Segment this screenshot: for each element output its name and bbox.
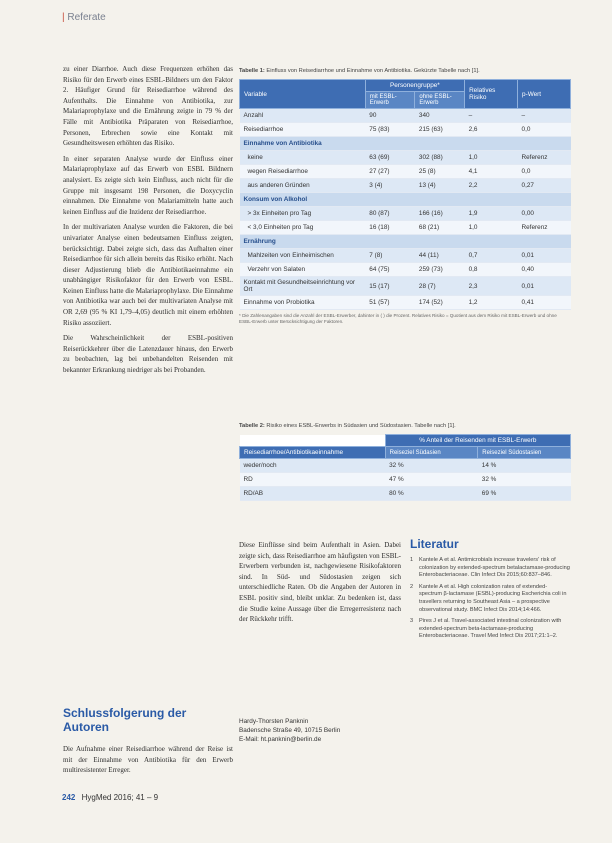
table-cell-b: 340: [415, 109, 465, 123]
table-cell-label: Anzahl: [240, 109, 366, 123]
table-cell-p: 0,0: [518, 165, 571, 179]
table-cell-b: 68 (21): [415, 221, 465, 235]
table-cell-label: Einnahme von Probiotika: [240, 296, 366, 310]
table-2-header-south-asia: Reiseziel Südasien: [385, 447, 478, 459]
table-cell-a: 75 (83): [365, 123, 415, 137]
table-cell-b: 13 (4): [415, 179, 465, 193]
table-cell-label: wegen Reisediarrhoe: [240, 165, 366, 179]
table-cell-label: RD: [240, 473, 386, 487]
left-paragraph-3: In der multivariaten Analyse wurden die Faktoren, die bei univariater Analyse einen bedeutsamen Einfluss zeigten, berücksichtigt. Dabei zeigte sich, dass das Aufhalten einer Reisediarrhoe für sich allein bereits das Risiko erhöht. Nach dieser Adjustierung blieb die Antibiotikaeinnahme ein unabhängiger Risikofaktor für den Erwerb von ESBL. Keinen Einfluss hatte die Malariaprophylaxe. Die Einnahme von Antibiotika war auch bei der multivariaten Analyse mit OR 2,69 (95 % KI 1,79–4,05) deutlich mit einem erhöhten Risiko assoziiert.: [63, 223, 233, 327]
literature-number: 2: [410, 583, 414, 590]
table-cell-b: 25 (8): [415, 165, 465, 179]
table-cell-a: 27 (27): [365, 165, 415, 179]
table-1-header-rr: Relatives Risiko: [465, 80, 518, 109]
table-2-caption-label: Tabelle 2:: [239, 423, 265, 429]
table-cell-rr: 1,0: [465, 221, 518, 235]
table-row: [240, 473, 571, 487]
table-1-header-group: Personengruppe*: [365, 80, 464, 92]
table-cell-p: 0,00: [518, 207, 571, 221]
table-2: [239, 423, 571, 501]
author-street: Badensche Straße 49, 10715 Berlin: [239, 727, 341, 734]
table-cell-rr: 0,7: [465, 249, 518, 263]
table-cell-p: 0,27: [518, 179, 571, 193]
table-row: [240, 249, 571, 263]
literature-heading: Literatur: [410, 537, 459, 551]
table-cell-a: 64 (75): [365, 263, 415, 277]
table-cell-rr: 2,2: [465, 179, 518, 193]
table-2-header-variable: Reisediarrhoe/Antibiotikaeinnahme: [240, 447, 386, 459]
table-row: [240, 263, 571, 277]
table-1-caption-label: Tabelle 1:: [239, 68, 265, 74]
table-cell-label: > 3x Einheiten pro Tag: [240, 207, 366, 221]
section-title: Referate: [67, 12, 106, 23]
table-1-grid: [239, 79, 571, 310]
table-group-label: Ernährung: [240, 235, 571, 249]
table-row: [240, 207, 571, 221]
table-cell-a: 32 %: [385, 459, 478, 473]
table-cell-b: 69 %: [478, 487, 571, 501]
literature-list: [410, 557, 570, 641]
table-cell-a: 80 %: [385, 487, 478, 501]
table-cell-p: Referenz: [518, 221, 571, 235]
table-cell-p: 0,0: [518, 123, 571, 137]
table-cell-a: 16 (18): [365, 221, 415, 235]
table-2-header-top: % Anteil der Reisenden mit ESBL-Erwerb: [385, 435, 570, 447]
table-cell-a: 51 (57): [365, 296, 415, 310]
table-cell-label: Mahlzeiten von Einheimischen: [240, 249, 366, 263]
conclusion-heading: Schlussfolgerung der Autoren: [63, 706, 187, 734]
table-row: [240, 221, 571, 235]
table-2-header-southeast-asia: Reiseziel Südostasien: [478, 447, 571, 459]
table-cell-rr: 1,9: [465, 207, 518, 221]
table-cell-b: 28 (7): [415, 277, 465, 296]
middle-paragraph-1: Diese Einflüsse sind beim Aufenthalt in Asien. Dabei zeigte sich, dass Reisediarrhoe am häufigsten von ESBL-Erwerbern verbunden ist, nachgewiesene Risikofaktoren sind. In Süd- und Südostasien zeigen sich unterschiedliche Raten. Ob die Angaben der Autoren in ESBL positiv sind, bleibt unklar. Zu bedenken ist, dass die Studie keine Aussage über die Erregerresistenz nach der Rückkehr trifft.: [239, 541, 401, 624]
table-cell-b: 44 (11): [415, 249, 465, 263]
table-cell-p: 0,41: [518, 296, 571, 310]
section-bar: |: [62, 12, 65, 23]
table-2-grid: [239, 434, 571, 501]
table-1: [239, 68, 571, 325]
table-cell-b: 215 (63): [415, 123, 465, 137]
table-cell-rr: 0,8: [465, 263, 518, 277]
left-paragraph-1: zu einer Diarrhoe. Auch diese Frequenzen erhöhen das Risiko für den Erwerb eines ESBL-Bildners um den Faktor 2. Häufiger Grund für Reisediarrhoe während des Aufenthalts. Die Einnahme von Antibiotika, zur Malariaprophylaxe und die Ernährung zeigte in 79 % der Fälle mit Antibiotika Präparaten von Reisediarrhoe, Personen, Erbrechen sowie eine Kontakt mit Gesundheitswesen erhöhten das Risiko.: [63, 65, 233, 148]
literature-text: Pires J et al. Travel-associated intestinal colonization with extended-spectrum beta-lactamase-producing Enterobacteriaceae. Travel Med Infect Dis 2017;21:1–2.: [419, 618, 562, 640]
middle-column: [239, 540, 401, 630]
table-cell-label: Verzehr von Salaten: [240, 263, 366, 277]
table-2-body: [240, 459, 571, 501]
table-cell-p: 0,01: [518, 277, 571, 296]
table-2-caption: [239, 423, 571, 430]
table-1-note: * Die Zahlenangaben sind die Anzahl der ESBL-Erwerber, dahinter in ( ) die Prozent. Relatives Risiko = Quotient aus dem Risiko mit ESBL-Erwerb und ohne ESBL-Erwerb unter Berücksichtigung der Faktoren.: [239, 313, 557, 324]
table-row: [240, 123, 571, 137]
conclusion-text: Die Aufnahme einer Reisediarrhoe während der Reise ist mit der Einnahme von Antibiotika für den Erwerb multiresistenter Erreger.: [63, 745, 233, 775]
author-email: E-Mail: ht.panknin@berlin.de: [239, 736, 322, 743]
table-row: [240, 179, 571, 193]
table-cell-a: 47 %: [385, 473, 478, 487]
table-row: [240, 165, 571, 179]
left-paragraph-4: Die Wahrscheinlichkeit der ESBL-positiven Reiserückkehrer über die Latenzdauer hinaus, den Erwerb zu beobachten, lag bei unbehandelten Reisenden mit bekannter Erkrankung niedriger als bei Probanden.: [63, 334, 233, 375]
table-cell-label: aus anderen Gründen: [240, 179, 366, 193]
table-cell-label: keine: [240, 151, 366, 165]
table-cell-p: 0,01: [518, 249, 571, 263]
left-paragraph-2: In einer separaten Analyse wurde der Einfluss einer Malariaprophylaxe auf das Erwerb von ESBL Bildnern analysiert. Es zeigte sich kein Einfluss, auch nicht für die Gruppe mit insgesamt 198 Personen, die Doxycyclin einnahmen. Die Einnahme von Malariamitteln hatte auch keinen Einfluss auf die Inzidenz der Reisediarrhoe.: [63, 154, 233, 216]
table-cell-rr: 1,2: [465, 296, 518, 310]
literature-number: 1: [410, 557, 414, 563]
table-cell-a: 3 (4): [365, 179, 415, 193]
literature-text: Kantele A et al. High colonization rates of extended-spectrum β-lactamase (ESBL)-producing Escherichia coli in travellers returning to Southeast Asia – a prospective observational study. BMC Infect Dis 2014;14:466.: [419, 583, 567, 613]
table-cell-b: 302 (88): [415, 151, 465, 165]
journal-info: HygMed 2016; 41 – 9: [81, 793, 159, 802]
page-number: 242: [62, 793, 76, 802]
table-cell-label: Kontakt mit Gesundheitseinrichtung vor Ort: [240, 277, 366, 296]
table-cell-rr: –: [465, 109, 518, 123]
table-1-header-with-esbl: mit ESBL-Erwerb: [365, 92, 415, 109]
literature-number: 3: [410, 618, 414, 625]
author-name: Hardy-Thorsten Panknin: [239, 718, 309, 725]
table-cell-b: 174 (52): [415, 296, 465, 310]
table-1-caption-text: Einfluss von Reisediarrhoe und Einnahme von Antibiotika. Gekürzte Tabelle nach [1].: [266, 68, 480, 74]
page-footer: [62, 793, 158, 802]
table-cell-rr: 1,0: [465, 151, 518, 165]
table-cell-a: 80 (87): [365, 207, 415, 221]
table-group-label: Konsum von Alkohol: [240, 193, 571, 207]
table-cell-a: 63 (69): [365, 151, 415, 165]
table-cell-rr: 2,3: [465, 277, 518, 296]
table-cell-rr: 2,6: [465, 123, 518, 137]
table-cell-b: 14 %: [478, 459, 571, 473]
literature-section: [410, 537, 570, 645]
table-row: [240, 193, 571, 207]
table-cell-label: weder/noch: [240, 459, 386, 473]
table-1-caption: [239, 68, 571, 75]
table-cell-p: 0,40: [518, 263, 571, 277]
table-cell-p: –: [518, 109, 571, 123]
table-row: [240, 459, 571, 473]
table-row: [240, 137, 571, 151]
literature-item: [410, 557, 570, 580]
table-cell-a: 7 (8): [365, 249, 415, 263]
table-2-caption-text: Risiko eines ESBL-Erwerbs in Südasien und Südostasien. Tabelle nach [1].: [266, 423, 456, 429]
table-cell-label: RD/AB: [240, 487, 386, 501]
table-1-header-without-esbl: ohne ESBL-Erwerb: [415, 92, 465, 109]
table-cell-b: 259 (73): [415, 263, 465, 277]
literature-item: [410, 584, 570, 614]
table-cell-a: 90: [365, 109, 415, 123]
table-1-body: [240, 109, 571, 310]
table-cell-rr: 4,1: [465, 165, 518, 179]
table-row: [240, 151, 571, 165]
conclusion-section: [63, 706, 233, 781]
table-cell-a: 15 (17): [365, 277, 415, 296]
table-1-header-variable: Variable: [240, 80, 366, 109]
table-row: [240, 235, 571, 249]
literature-item: [410, 618, 570, 641]
table-group-label: Einnahme von Antibiotika: [240, 137, 571, 151]
table-1-header-p: p-Wert: [518, 80, 571, 109]
author-address: [239, 717, 401, 744]
table-row: [240, 296, 571, 310]
left-column: [63, 64, 233, 381]
table-row: [240, 487, 571, 501]
table-cell-label: < 3,0 Einheiten pro Tag: [240, 221, 366, 235]
table-2-header-blank: [240, 435, 386, 447]
table-cell-p: Referenz: [518, 151, 571, 165]
table-row: [240, 109, 571, 123]
table-cell-b: 166 (16): [415, 207, 465, 221]
table-cell-label: Reisediarrhoe: [240, 123, 366, 137]
section-label: [62, 12, 106, 23]
table-row: [240, 277, 571, 296]
table-cell-b: 32 %: [478, 473, 571, 487]
literature-text: Kantele A et al. Antimicrobials increase travelers' risk of colonization by extended-spectrum betalactamase-producing Enterobacteriaceae. Clin Infect Dis 2015;60:837–846.: [419, 557, 570, 579]
